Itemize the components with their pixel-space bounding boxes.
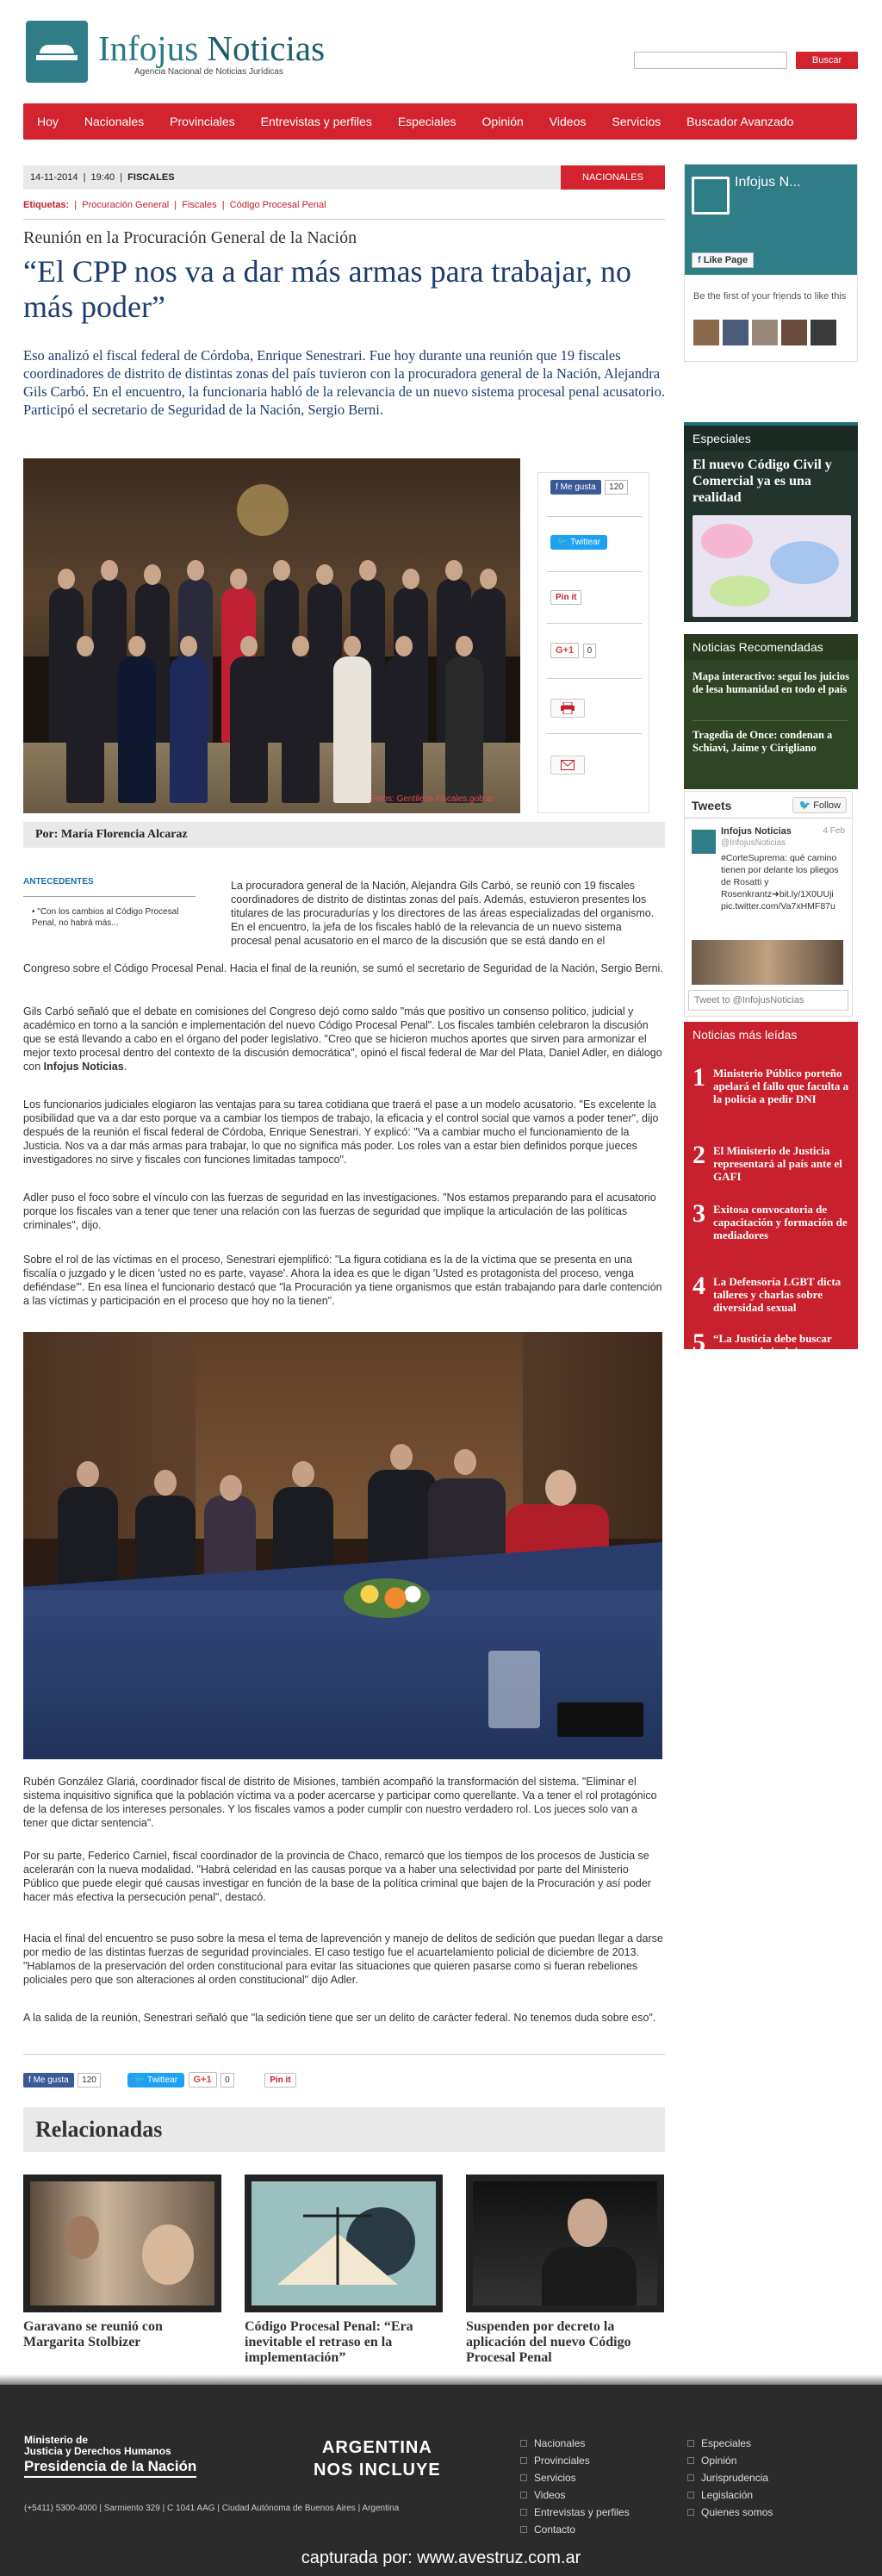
main-nav <box>23 103 857 140</box>
rank-number: 3 <box>693 1199 705 1228</box>
tag-link[interactable]: Código Procesal Penal <box>229 200 326 210</box>
footer-link[interactable]: Legislación <box>687 2486 773 2504</box>
avatar <box>811 320 836 345</box>
article-author: Por: María Florencia Alcaraz <box>23 822 665 848</box>
nav-especiales[interactable]: Especiales <box>397 115 457 128</box>
gov-line: Ministerio de <box>24 2434 89 2446</box>
footer-link[interactable]: Entrevistas y perfiles <box>520 2504 630 2521</box>
tags-row: Etiquetas: | Procuración General | Fiscales | Código Procesal Penal <box>23 200 326 210</box>
recommended-heading: Noticias Recomendadas <box>684 634 858 660</box>
related-title[interactable]: Código Procesal Penal: “Era inevitable el retraso en la implementación” <box>245 2319 413 2365</box>
especiales-image[interactable] <box>693 515 851 617</box>
recommended-link[interactable]: Tragedia de Once: condenan a Schiavi, Jaime y Cirigliano <box>693 729 833 754</box>
facebook-like-button[interactable] <box>23 2073 74 2088</box>
tweets-heading: Tweets <box>692 799 732 812</box>
email-icon[interactable] <box>550 756 585 775</box>
tag-link[interactable]: Procuración General <box>82 200 170 210</box>
fb-count: 120 <box>605 480 628 495</box>
divider <box>547 733 642 734</box>
facebook-page-widget <box>684 164 858 362</box>
especiales-box <box>684 422 858 622</box>
footer-link[interactable]: Provinciales <box>520 2452 630 2469</box>
related-image[interactable] <box>245 2175 443 2312</box>
fb-like-page-button[interactable]: f Like Page <box>692 252 754 268</box>
divider <box>693 720 848 721</box>
paragraph: Por su parte, Federico Carniel, fiscal coordinador de la provincia de Chaco, remarcó que los tiempos de los procesos de Justicia se acelerarán con la nueva modalidad. "Habrá celeridad en las causas porque va a haber una selectividad por parte del Ministerio Público que puede elegir qué causas investigar en función de la base de la política criminal que bajen de la Procuración y así poder hacer más efectiva la persecución penal", destacó. <box>23 1850 651 1903</box>
twitter-widget <box>684 791 853 1017</box>
paragraph: Congreso sobre el Código Procesal Penal. Hacia el final de la reunión, se sumó el secretario de Seguridad de la Nación, Sergio Berni. <box>23 962 663 974</box>
twitter-icon: 🐦 <box>798 800 811 811</box>
paragraph: Sobre el rol de las víctimas en el proceso, Senestrari ejemplificó: "La figura cotidiana es la de la víctima que se presenta en una fiscalía o juzgado y le dicen 'usted no es parte, vayase'. Ahora la idea es que le digan 'Usted es protagonista del proceso, venga defiéndase'". En esa línea el funcionario destacó que "la Procuración ya tiene organismos que están trabajando para darle contención a las víctimas y participación en el proceso que hoy no la tienen". <box>23 1254 662 1307</box>
paragraph: A la salida de la reunión, Senestrari señaló que "la sedición tiene que ser un delito de carácter federal. No tenemos duda sobre eso". <box>23 2012 656 2024</box>
tweet-handle: @InfojusNoticias <box>721 838 786 848</box>
tweet-button[interactable] <box>550 535 607 550</box>
nav-hoy[interactable]: Hoy <box>37 115 59 128</box>
article-meta: 14-11-2014 | 19:40 | FISCALES <box>23 165 665 190</box>
related-title[interactable]: Suspenden por decreto la aplicación del nuevo Código Procesal Penal <box>466 2319 631 2365</box>
footer-link[interactable]: Contacto <box>520 2521 630 2538</box>
site-title[interactable]: Infojus Noticias <box>98 28 326 68</box>
twitter-icon: 🐦 <box>134 2075 146 2085</box>
rank-number: 2 <box>693 1141 705 1169</box>
infojus-logo-icon[interactable] <box>26 21 88 83</box>
divider <box>547 623 642 624</box>
fb-count: 120 <box>78 2073 101 2088</box>
fb-friends-avatars <box>693 320 836 345</box>
avatar[interactable] <box>692 830 716 854</box>
avatar <box>781 320 807 345</box>
avatar <box>693 320 719 345</box>
tag-link[interactable]: Fiscales <box>182 200 217 210</box>
facebook-icon: f <box>28 2075 31 2085</box>
divider <box>23 896 196 897</box>
paragraph: Gils Carbó señaló que el debate en comisiones del Congreso dejó como saldo "más que positivo un consenso político, judicial y académico en torno a la sanción e implementación del nuevo Código Procesal Penal". Los fiscales también celebraron la discusión que se está llevando a cabo en el órgano del poder legislativo. "Creo que se hicieron muchos aportes que sirven para armonizar el mejor texto procesal dentro del contexto de la discusión democrática", opinó el fiscal federal de Mar del Plata, Daniel Adler, en diálogo con Infojus Noticias. <box>23 1005 662 1073</box>
divider <box>547 516 642 517</box>
fb-page-name[interactable]: Infojus N... <box>735 175 801 190</box>
tags-label: Etiquetas: <box>23 200 70 210</box>
tweet-to-input[interactable]: Tweet to @InfojusNoticias <box>688 990 848 1011</box>
recommended-link[interactable]: Mapa interactivo: seguí los juicios de lesa humanidad en todo el país <box>693 670 849 695</box>
nav-opinion[interactable]: Opinión <box>481 115 524 128</box>
tweet-button[interactable] <box>127 2073 184 2088</box>
nav-videos[interactable]: Videos <box>549 115 587 128</box>
paragraph: Adler puso el foco sobre el vínculo con las fuerzas de seguridad en las investigaciones. "Nos estamos preparando para el acusatorio porque los fiscales van a tener que tener una relación con las fuerzas de seguridad que implique la articulación de las políticas criminales", dijo. <box>23 1192 656 1231</box>
antecedentes-link[interactable]: • "Con los cambios al Código Procesal Penal, no habrá más... <box>32 907 179 928</box>
tweet-user[interactable]: Infojus Noticias <box>721 826 792 837</box>
article-kicker: Reunión en la Procuración General de la Nación <box>23 228 357 247</box>
section-tag[interactable]: NACIONALES <box>561 165 665 190</box>
search-button[interactable]: Buscar <box>796 52 858 69</box>
avatar <box>723 320 748 345</box>
site-subtitle: Agencia Nacional de Noticias Jurídicas <box>134 67 283 77</box>
especiales-title[interactable]: El nuevo Código Civil y Comercial ya es una realidad <box>693 457 832 505</box>
nav-entrevistas[interactable]: Entrevistas y perfiles <box>260 115 372 128</box>
footer-link[interactable]: Videos <box>520 2486 630 2504</box>
footer-address: (+5411) 5300-4000 | Sarmiento 329 | C 1041 AAG | Ciudad Autónoma de Buenos Aires | Argentina <box>24 2504 400 2513</box>
rank-number: 5 <box>693 1328 705 1357</box>
most-read-link[interactable]: Ministerio Público porteño apelará el fallo que faculta a la policía a pedir DNI <box>713 1067 849 1105</box>
related-image[interactable] <box>466 2175 664 2312</box>
photo-credit: Fotos: Gentileza Fiscales.gob.ar <box>370 794 494 804</box>
print-icon[interactable] <box>550 699 585 718</box>
divider <box>547 571 642 572</box>
gov-line: Presidencia de la Nación <box>24 2457 196 2478</box>
tw-label: Twittear <box>570 538 601 547</box>
article-date: 14-11-2014 <box>30 172 78 183</box>
argentina-slogan: ARGENTINA NOS INCLUYE <box>314 2438 441 2480</box>
fb-friends-text: Be the first of your friends to like this <box>693 291 847 302</box>
footer-link[interactable]: Especiales <box>687 2435 773 2452</box>
footer <box>0 2385 882 2576</box>
pinterest-button[interactable]: Pin it <box>264 2073 295 2088</box>
most-read-box <box>684 1022 858 1349</box>
capture-credit: capturada por: www.avestruz.com.ar <box>301 2548 581 2567</box>
google-plus-button[interactable]: G+1 <box>550 643 579 658</box>
related-title[interactable]: Garavano se reunió con Margarita Stolbizer <box>23 2319 163 2349</box>
nav-servicios[interactable]: Servicios <box>612 115 662 128</box>
facebook-icon: f <box>556 482 558 492</box>
footer-link[interactable]: Quienes somos <box>687 2504 773 2521</box>
footer-link[interactable]: Opinión <box>687 2452 773 2469</box>
most-read-link[interactable]: El Ministerio de Justicia representará al país ante el GAFI <box>713 1144 842 1183</box>
fb-label: Me gusta <box>560 482 596 492</box>
tweet-text: #CorteSuprema: qué camino tienen por delante los pliegos de Rosatti y Rosenkrantz➜bit.ly/1X0UUji pic.twitter.com/Va7xHMF87u <box>721 853 839 912</box>
footer-link[interactable]: Nacionales <box>520 2435 630 2452</box>
g-count: 0 <box>583 644 597 658</box>
fb-label: Me gusta <box>33 2075 69 2085</box>
twitter-follow-button[interactable]: 🐦 Follow <box>792 797 847 813</box>
paragraph: Rubén González Glariá, coordinador fiscal de distrito de Misiones, también acompañó la transformación del sistema. "Eliminar el sistema inquisitivo significa que la población víctima va a poder acercarse y participar como querellante. Va a tener el rol protagónico de la defensa de los intereses personales. Y los fiscales vamos a poder cumplir con nuestro verdadero rol. Los jueces solo van a tener que dictar sentencia". <box>23 1776 657 1829</box>
divider <box>547 678 642 679</box>
meeting-photo <box>23 1332 662 1759</box>
google-plus-button[interactable]: G+1 <box>189 2072 217 2088</box>
article-category[interactable]: FISCALES <box>127 172 175 183</box>
group-photo <box>23 458 520 813</box>
most-read-link[interactable]: La Defensoría LGBT dicta talleres y charlas sobre diversidad sexual <box>713 1275 842 1314</box>
paragraph: Hacia el final del encuentro se puso sobre la mesa el tema de laprevención y manejo de delitos de sedición que puedan llegar a darse por medio de las distintas fuerzas de seguridad provinciales. El caso testigo fue el acuartelamiento policial de diciembre de 2013. "Hablamos de la preservación del orden constitucional para evitar las situaciones que quieren pasarse como si fueran rebeliones policiales pero que son alteraciones al orden constitucional" dijo Adler. <box>23 1932 663 1986</box>
tweet-image[interactable] <box>692 940 843 985</box>
article-headline: “El CPP nos va a dar más armas para trabajar, no más poder” <box>23 254 631 324</box>
twitter-icon: 🐦 <box>557 538 568 547</box>
divider <box>23 219 665 220</box>
rank-number: 4 <box>693 1272 705 1300</box>
paragraph: Los funcionarios judiciales elogiaron las ventajas para su tarea cotidiana que traerá el pase a un modelo acusatorio. "Es excelente la posibilidad que va a dar esto porque va a cambiar los tiempos de trabajo, la eficacia y el control social que vamos a poder tener", dijo después de la reunión el fiscal federal de Córdoba, Enrique Senestrari. Y explicó: "Va a cambiar mucho el funcionamiento de la Justicia. Nos va a dar más armas para trabajar, lo que no significa más poder. Los roles van a estar bien definidos porque jueces investigadores no sirve y fiscales con funciones limitadas tampoco". <box>23 1098 659 1166</box>
facebook-like-button[interactable] <box>550 480 601 495</box>
divider <box>23 2054 665 2055</box>
avatar <box>752 320 778 345</box>
recommended-box <box>684 634 858 789</box>
footer-links-2 <box>687 2435 773 2521</box>
most-read-item[interactable] <box>693 1328 853 1371</box>
nav-provinciales[interactable]: Provinciales <box>170 115 235 128</box>
related-image[interactable] <box>23 2175 221 2312</box>
pinterest-button[interactable]: Pin it <box>550 590 581 605</box>
share-bar <box>23 2071 296 2088</box>
most-read-link[interactable]: “La Justicia debe buscar maneras de incluir y acompañar a las víctimas” <box>713 1332 840 1371</box>
most-read-heading: Noticias más leídas <box>693 1028 798 1042</box>
related-heading: Relacionadas <box>23 2107 665 2152</box>
search-input[interactable] <box>634 52 787 69</box>
footer-link[interactable]: Servicios <box>520 2469 630 2486</box>
most-read-link[interactable]: Exitosa convocatoria de capacitación y formación de mediadores <box>713 1203 848 1241</box>
tweet-date: 4 Feb <box>823 826 845 836</box>
article-lead: Eso analizó el fiscal federal de Córdoba, Enrique Senestrari. Fue hoy durante una reunión que 19 fiscales coordinadores de distrito de distintas zonas del país tuvieron con la procuradora general de la Nación, Alejandra Gils Carbó. En el encuentro, la funcionaria habló de la relevancia de un nuevo sistema procesal penal acusatorio. Participó el secretario de Seguridad de la Nación, Sergio Berni. <box>23 347 665 418</box>
footer-link[interactable]: Jurisprudencia <box>687 2469 773 2486</box>
share-column <box>537 472 649 813</box>
especiales-heading: Especiales <box>684 426 858 451</box>
tw-label: Twittear <box>147 2075 178 2085</box>
article-time: 19:40 <box>90 172 115 183</box>
footer-links-1 <box>520 2435 630 2538</box>
paragraph: La procuradora general de la Nación, Alejandra Gils Carbó, se reunió con 19 fiscales coordinadores de distrito de distintas zonas del país. Además, estuvieron presentes los titulares de las procuradurías y los directores de las áreas especializadas del organismo. En el encuentro, la jefa de los fiscales habló de la relevancia de un nuevo sistema procesal penal acusatorio en el marco de la discusión que se está dando en el <box>231 880 655 947</box>
facebook-icon: f <box>698 255 701 265</box>
rank-number: 1 <box>693 1063 705 1092</box>
nav-buscador[interactable]: Buscador Avanzado <box>686 115 794 128</box>
nav-nacionales[interactable]: Nacionales <box>84 115 145 128</box>
g-count: 0 <box>220 2073 234 2088</box>
government-logo[interactable] <box>24 2435 196 2478</box>
antecedentes-title: ANTECEDENTES <box>23 877 94 887</box>
gov-line: Justicia y Derechos Humanos <box>24 2445 171 2457</box>
